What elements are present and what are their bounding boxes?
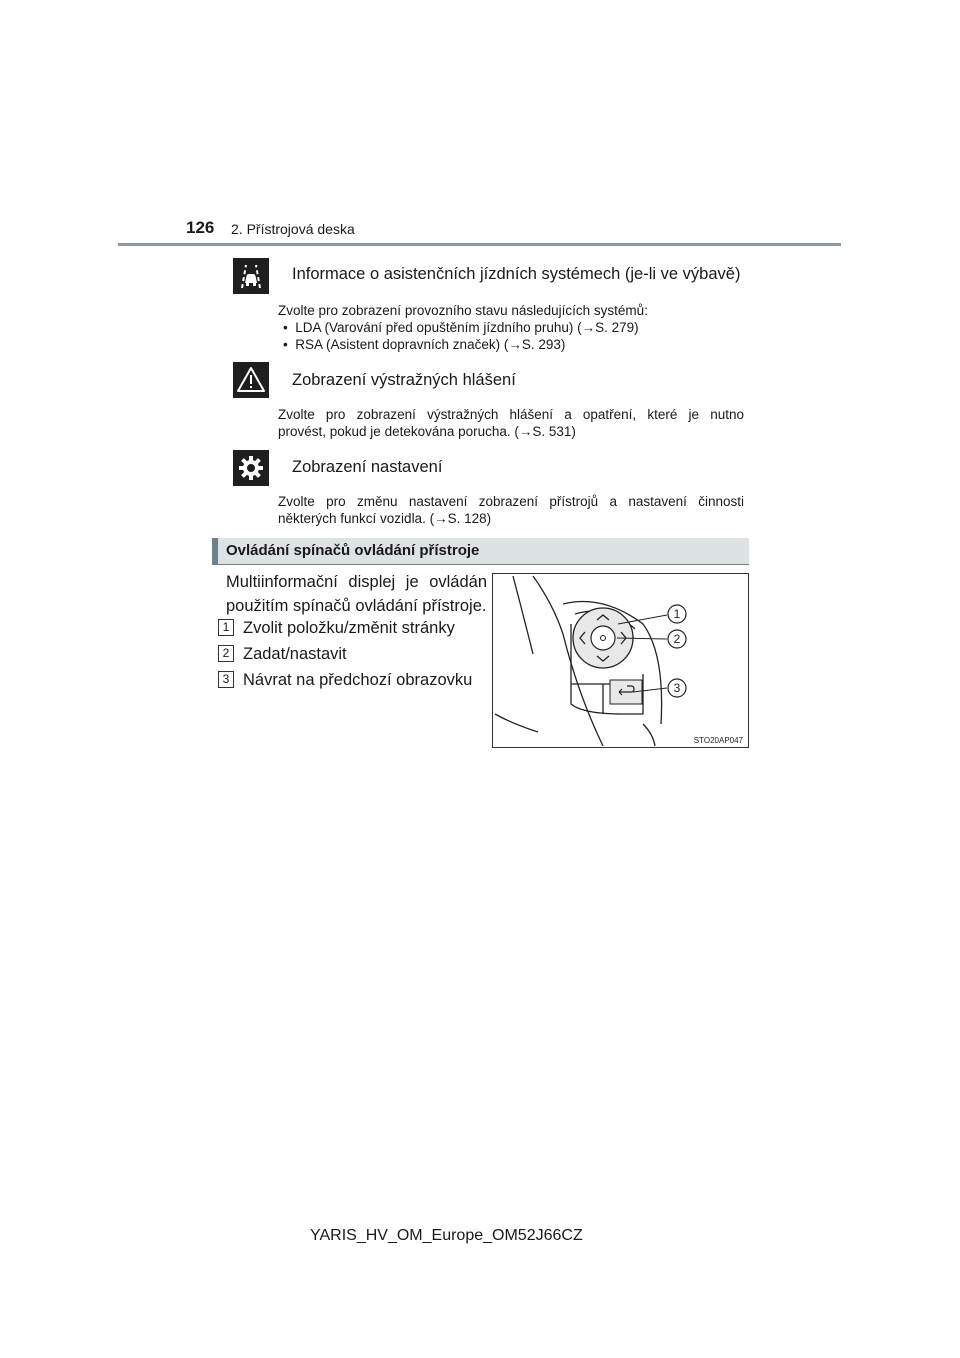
description-line: některých funkcí vozidla. (→S. 128) bbox=[278, 511, 492, 526]
gear-icon bbox=[233, 450, 269, 486]
callout-label: 2 bbox=[673, 632, 681, 646]
item-title: Zobrazení výstražných hlášení bbox=[292, 371, 516, 389]
step-number: 2 bbox=[218, 645, 234, 662]
item-title: Zobrazení nastavení bbox=[292, 458, 443, 476]
description-line: Zvolte pro změnu nastavení zobrazení přístrojů a nastavení činnosti bbox=[278, 494, 744, 509]
description-line: provést, pokud je detekována porucha. (→S. 531) bbox=[278, 424, 576, 439]
bullet-text: LDA (Varování před opuštěním jízdního pruhu) (→S. 279) bbox=[295, 320, 639, 335]
callout-label: 1 bbox=[673, 607, 681, 621]
warning-triangle-icon bbox=[233, 362, 269, 398]
item-description: Zvolte pro zobrazení provozního stavu následujících systémů: bbox=[278, 303, 648, 318]
document-id: YARIS_HV_OM_Europe_OM52J66CZ bbox=[310, 1227, 583, 1244]
step-number: 3 bbox=[218, 671, 234, 688]
step-number: 1 bbox=[218, 619, 234, 636]
step-text: Návrat na předchozí obrazovku bbox=[243, 671, 473, 689]
subsection-header bbox=[212, 538, 749, 564]
steering-wheel-drawing bbox=[493, 574, 748, 747]
callout-label: 3 bbox=[673, 681, 681, 695]
intro-paragraph bbox=[226, 570, 487, 618]
steering-switch-illustration bbox=[492, 573, 749, 748]
item-title: Informace o asistenčních jízdních systémech (je-li ve výbavě) bbox=[292, 265, 741, 283]
list-item: • LDA (Varování před opuštěním jízdního pruhu) (→S. 279) bbox=[283, 320, 639, 335]
figure-code: STO20AP047 bbox=[693, 736, 743, 745]
subsection-title: Ovládání spínačů ovládání přístroje bbox=[226, 542, 480, 559]
section-title: 2. Přístrojová deska bbox=[231, 221, 355, 237]
step-text: Zvolit položku/změnit stránky bbox=[243, 619, 455, 637]
description-line: Zvolte pro zobrazení výstražných hlášení a opatření, které je nutno bbox=[278, 407, 744, 422]
bullet-text: RSA (Asistent dopravních značek) (→S. 293) bbox=[295, 337, 566, 352]
step-text: Zadat/nastavit bbox=[243, 645, 347, 663]
driving-assist-icon bbox=[233, 258, 269, 294]
intro-line: Multiinformační displej je ovládán bbox=[226, 573, 487, 591]
subsection-divider bbox=[212, 564, 749, 565]
header-divider bbox=[118, 243, 841, 246]
intro-line: použitím spínačů ovládání přístroje. bbox=[226, 597, 487, 615]
page-number: 126 bbox=[186, 218, 215, 237]
item-description bbox=[278, 493, 744, 527]
enter-button bbox=[591, 626, 615, 650]
list-item: • RSA (Asistent dopravních značek) (→S. 293) bbox=[283, 337, 566, 352]
item-description bbox=[278, 406, 744, 440]
